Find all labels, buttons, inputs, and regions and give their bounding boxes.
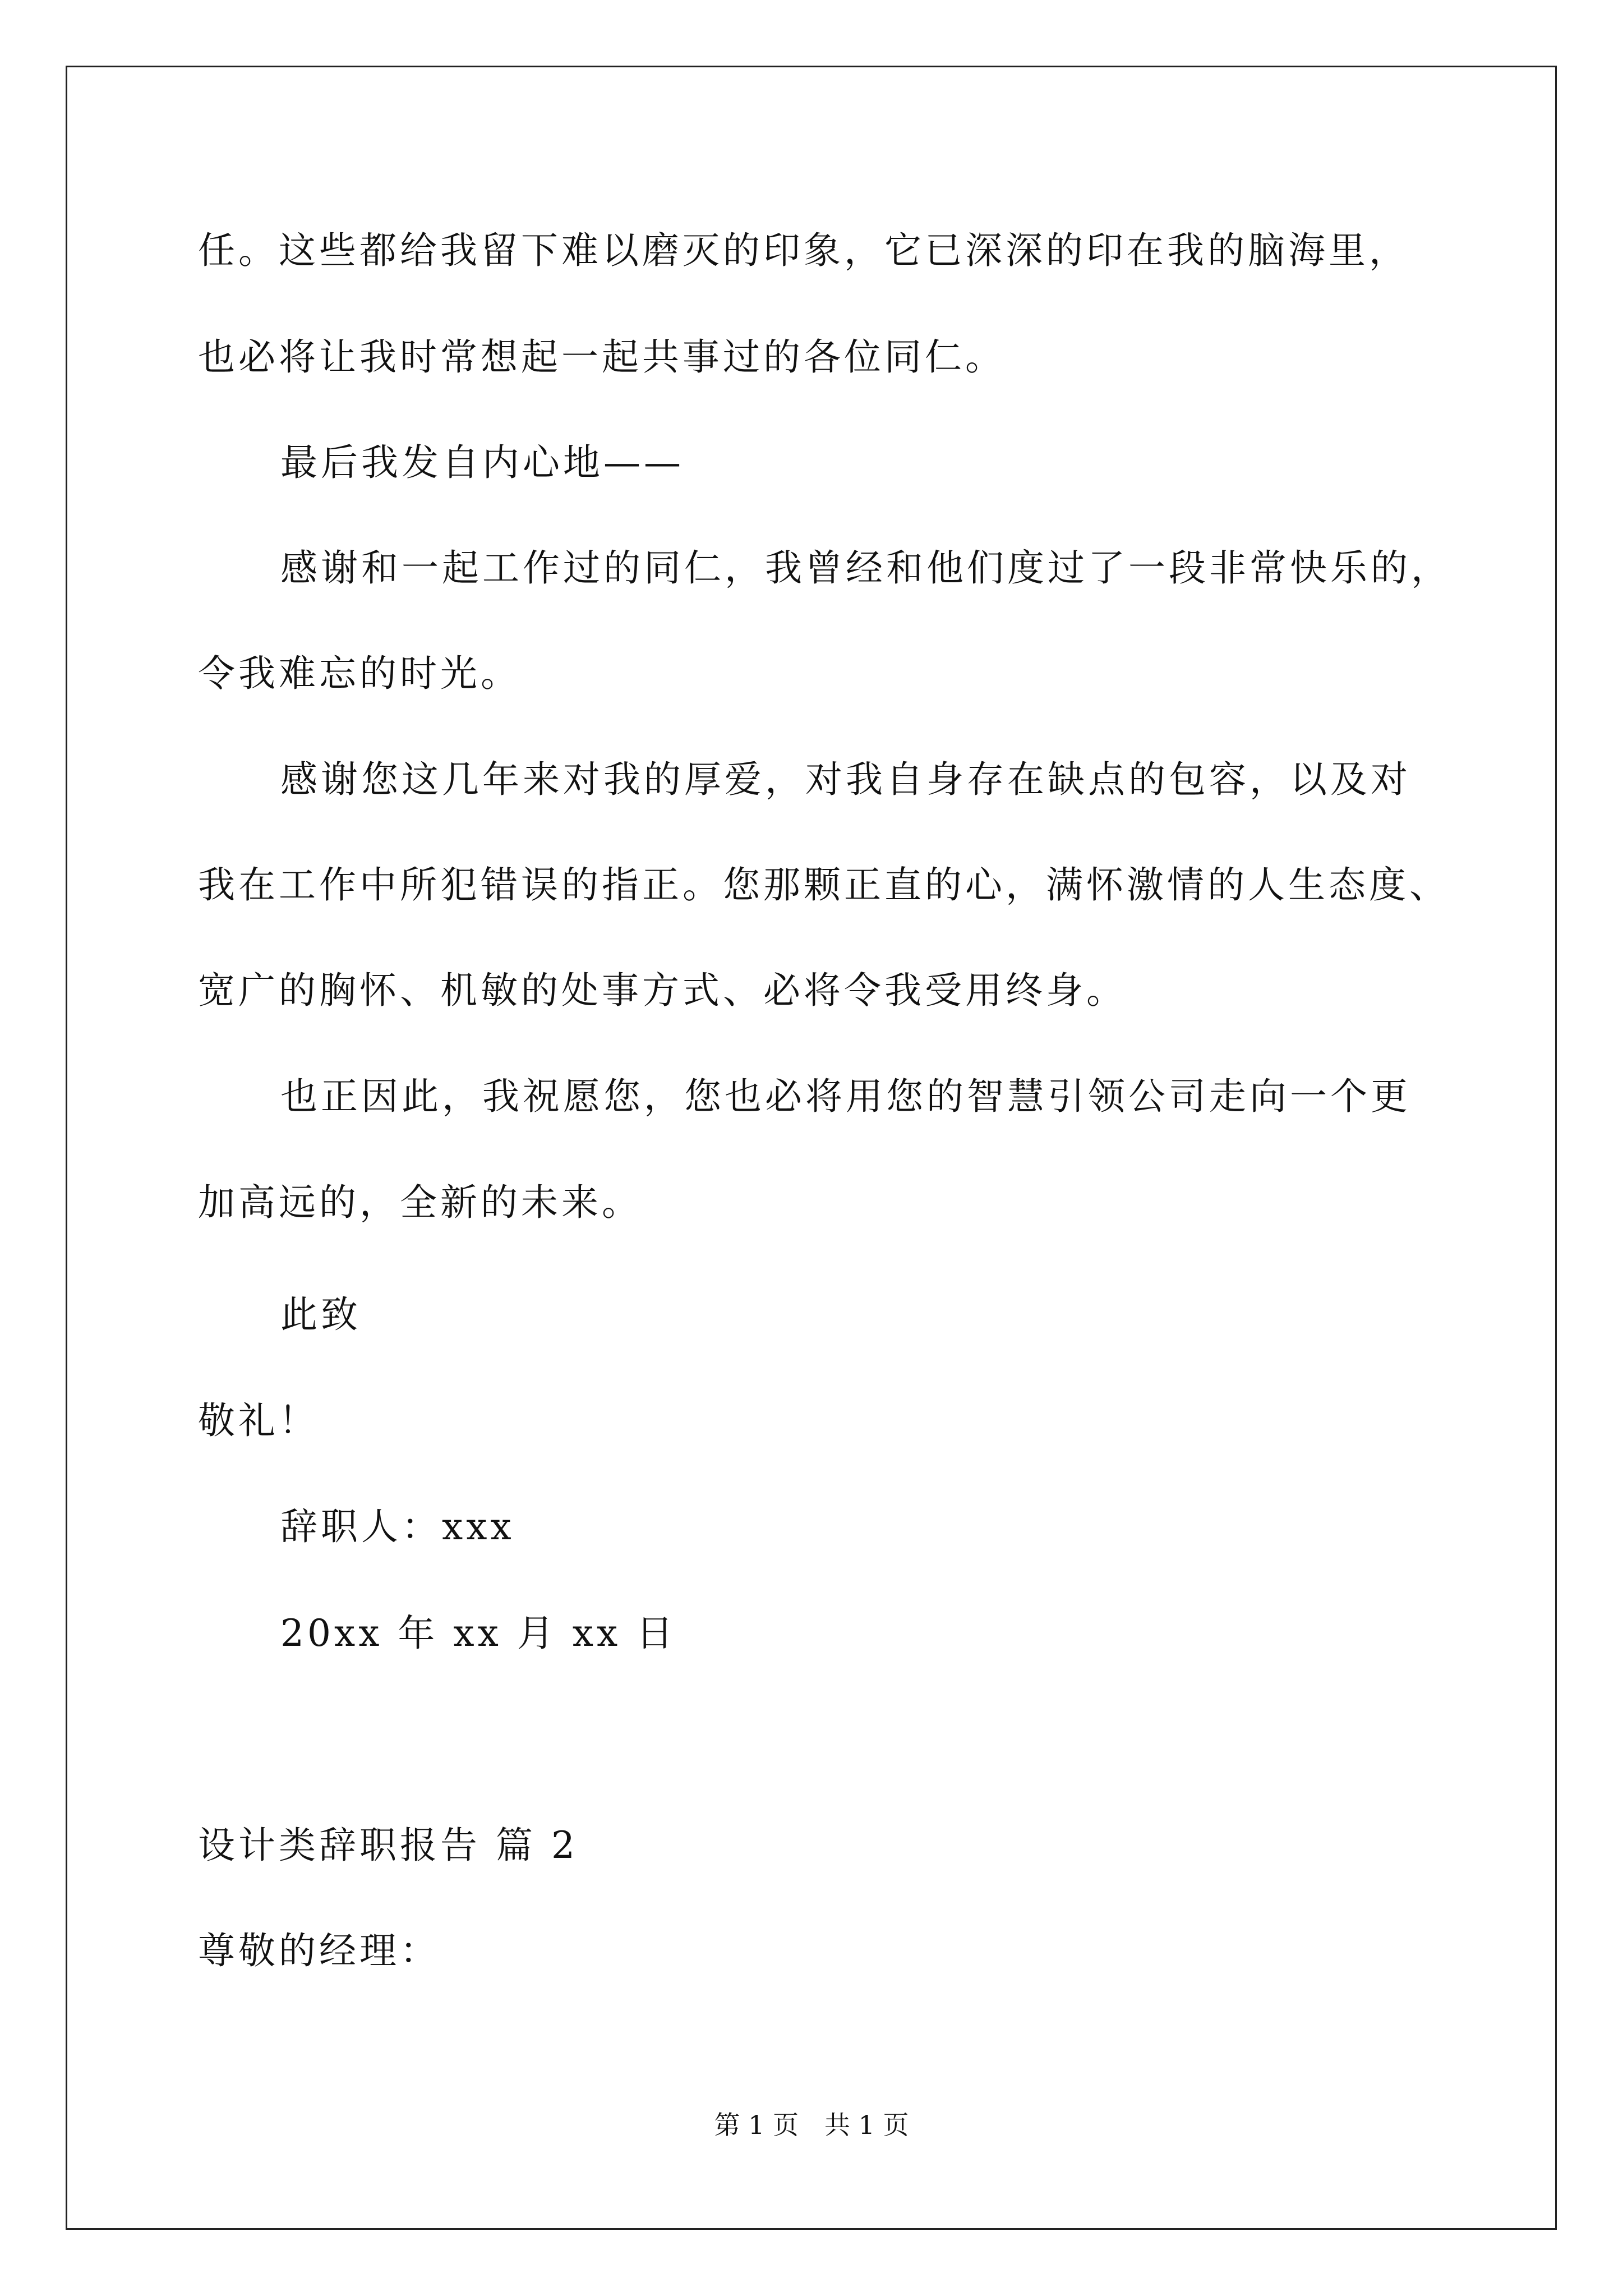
page-total: 共 1 页 (824, 2110, 909, 2140)
closing-line: 此致 (280, 1293, 361, 1336)
greeting-line: 尊敬的经理： (198, 1929, 440, 1972)
signer-line: 辞职人：xxx (280, 1505, 515, 1548)
paragraph-line: 最后我发自内心地—— (280, 441, 684, 484)
paragraph-line: 任。这些都给我留下难以磨灭的印象，它已深深的印在我的脑海里， (198, 229, 1409, 272)
paragraph-line: 令我难忘的时光。 (198, 652, 521, 695)
paragraph-line: 也必将让我时常想起一起共事过的各位同仁。 (198, 335, 1006, 379)
page-number: 第 1 页 (714, 2110, 799, 2140)
page-border (66, 66, 1557, 2230)
paragraph-line: 感谢和一起工作过的同仁，我曾经和他们度过了一段非常快乐的， (280, 546, 1451, 590)
page-footer (0, 2108, 1623, 2142)
paragraph-line: 加高远的，全新的未来。 (198, 1181, 642, 1224)
paragraph-line: 也正因此，我祝愿您，您也必将用您的智慧引领公司走向一个更 (280, 1075, 1411, 1118)
salutation-line: 敬礼！ (198, 1399, 319, 1442)
date-line: 20xx 年 xx 月 xx 日 (280, 1612, 677, 1655)
paragraph-line: 宽广的胸怀、机敏的处事方式、必将令我受用终身。 (198, 969, 1127, 1012)
section-heading: 设计类辞职报告 篇 2 (198, 1824, 578, 1867)
paragraph-line: 我在工作中所犯错误的指正。您那颗正直的心，满怀激情的人生态度、 (198, 863, 1450, 907)
paragraph-line: 感谢您这几年来对我的厚爱，对我自身存在缺点的包容，以及对 (280, 758, 1411, 801)
